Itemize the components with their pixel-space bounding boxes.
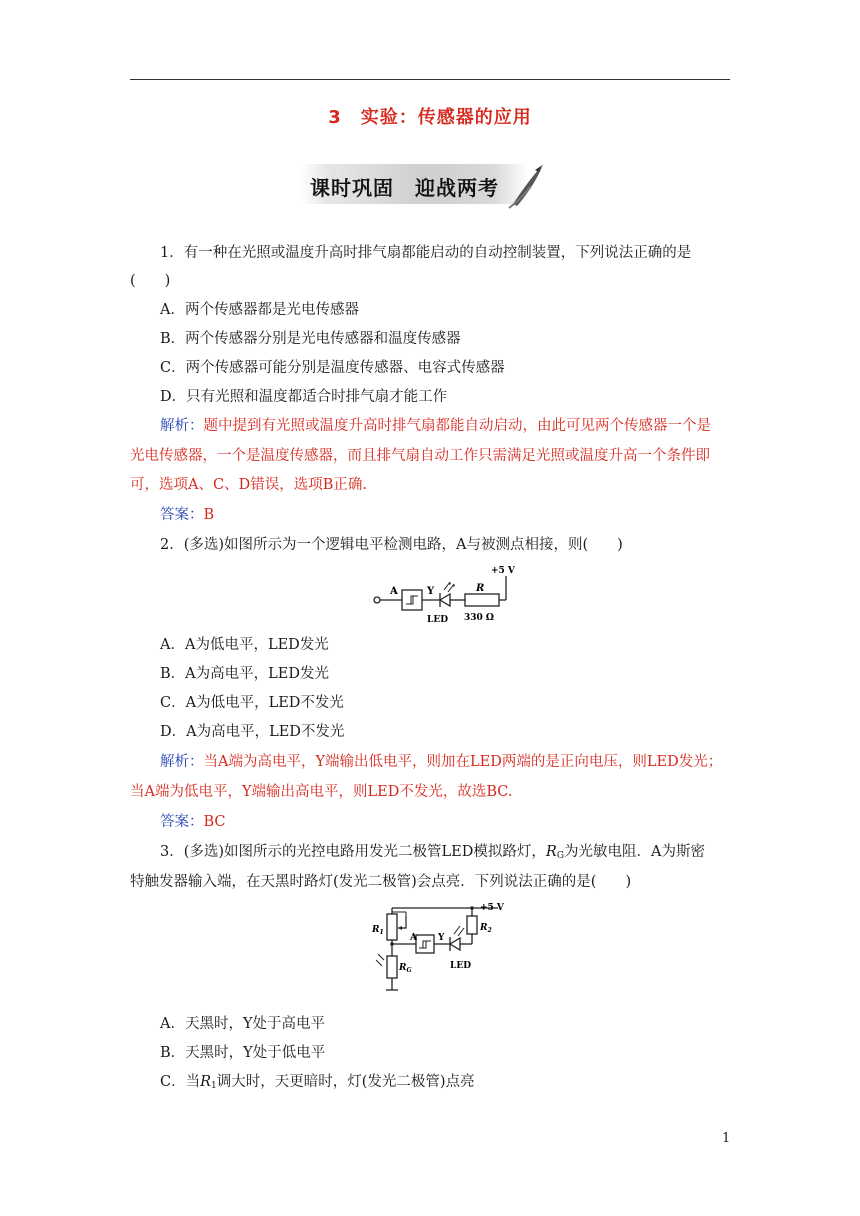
q3-stem-line2: 特触发器输入端，在天黑时路灯(发光二极管)会点亮．下列说法正确的是( )	[130, 874, 632, 890]
q2-circuit-diagram	[370, 562, 520, 626]
q2-stem: 2．(多选)如图所示为一个逻辑电平检测电路，A与被测点相接，则( )	[160, 537, 623, 553]
q2-answer-label: 答案：	[160, 814, 204, 830]
q2-analysis-line2: 当A端为低电平，Y端输出高电平，则LED不发光，故选BC.	[130, 784, 513, 800]
q2-label-r: R	[476, 583, 485, 594]
q3-label-y: Y	[438, 933, 445, 943]
q2-option-c: C．A为低电平，LED不发光	[160, 695, 344, 711]
q3-option-c-sub: 1	[211, 1081, 217, 1091]
q3-option-c-part2: 调大时，天更暗时，灯(发光二极管)点亮	[216, 1074, 475, 1090]
brush-icon	[505, 158, 549, 212]
q2-label-ohm: 330 Ω	[464, 613, 494, 623]
q2-option-d: D．A为高电平，LED不发光	[160, 724, 345, 740]
q3-option-b: B．天黑时，Y处于低电平	[160, 1045, 326, 1061]
banner-text: 课时巩固 迎战两考	[310, 176, 499, 200]
header-rule	[130, 79, 730, 80]
q1-stem-bracket: ( )	[130, 273, 171, 289]
q3-stem-r: R	[545, 844, 557, 860]
q3-label-r1: $R_1$	[372, 925, 384, 936]
q2-label-led: LED	[427, 615, 448, 625]
q1-answer-value: B	[203, 507, 215, 523]
q1-answer-label: 答案：	[160, 507, 204, 523]
q2-label-voltage: +5 V	[491, 566, 515, 576]
q1-analysis-line2: 光电传感器，一个是温度传感器，而且排气扇自动工作只需满足光照或温度升高一个条件即	[130, 448, 710, 464]
q2-option-a: A．A为低电平，LED发光	[160, 637, 329, 653]
q3-option-c	[160, 1072, 760, 1096]
q2-option-b: B．A为高电平，LED发光	[160, 666, 329, 682]
section-banner	[300, 158, 550, 212]
q1-analysis-line3: 可，选项A、C、D错误，选项B正确.	[130, 477, 367, 493]
q1-analysis-label: 解析：	[160, 418, 204, 434]
q3-option-c-part1: C．当	[160, 1074, 201, 1090]
q3-label-r2: $R_2$	[480, 923, 492, 934]
q2-label-y: Y	[427, 586, 435, 597]
q2-answer-value: BC	[203, 814, 226, 830]
q3-label-led: LED	[450, 961, 471, 971]
q2-answer	[160, 812, 760, 832]
q1-option-d: D．只有光照和温度都适合时排气扇才能工作	[160, 389, 448, 405]
q3-stem	[160, 842, 760, 866]
q3-label-voltage: +5 V	[480, 903, 504, 913]
q3-label-rg: $R_G$	[399, 963, 412, 974]
q3-stem-r-sub: G	[556, 851, 565, 861]
q3-label-a: A	[410, 933, 417, 943]
q1-option-b: B．两个传感器分别是光电传感器和温度传感器	[160, 331, 461, 347]
q1-option-c: C．两个传感器可能分别是温度传感器、电容式传感器	[160, 360, 505, 376]
q1-stem: 1．有一种在光照或温度升高时排气扇都能启动的自动控制装置，下列说法正确的是	[160, 245, 692, 261]
q2-analysis-label: 解析：	[160, 754, 204, 770]
q2-analysis-text: 当A端为高电平，Y端输出低电平，则加在LED两端的是正向电压，则LED发光；	[203, 754, 723, 770]
q3-option-c-r: R	[200, 1074, 212, 1090]
q1-analysis	[160, 416, 760, 436]
q3-circuit-diagram	[368, 898, 512, 1000]
q2-label-a: A	[390, 586, 398, 597]
page-title: 3 实验：传感器的应用	[328, 107, 532, 128]
q1-option-a: A．两个传感器都是光电传感器	[160, 302, 359, 318]
q1-analysis-text: 题中提到有光照或温度升高时排气扇都能自动启动，由此可见两个传感器一个是	[203, 418, 711, 434]
q3-stem-part2: 为光敏电阻．A为斯密	[564, 844, 705, 860]
page-number: 1	[722, 1131, 731, 1146]
q2-analysis	[160, 752, 760, 772]
q3-option-a: A．天黑时，Y处于高电平	[160, 1016, 326, 1032]
q3-stem-part1: 3．(多选)如图所示的光控电路用发光二极管LED模拟路灯，	[160, 844, 546, 860]
q1-answer	[160, 505, 760, 525]
